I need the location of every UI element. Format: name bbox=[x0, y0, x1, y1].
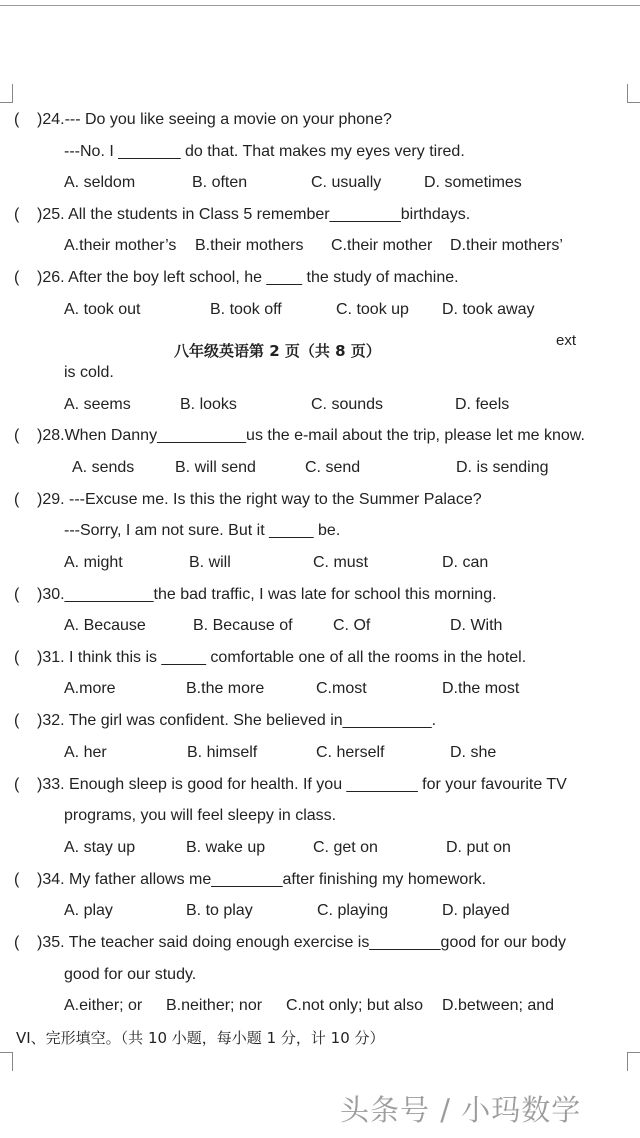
question-stem: )24.--- Do you like seeing a movie on your phone? bbox=[37, 111, 392, 128]
section-heading: VI、完形填空。（共 10 小题，每小题 1 分，计 10 分） bbox=[16, 1029, 385, 1047]
question-text: ---Sorry, I am not sure. But it _____ be. bbox=[64, 522, 341, 539]
option-b: B.their mothers bbox=[195, 237, 304, 254]
option-a: A.their mother’s bbox=[64, 237, 177, 254]
top-rule bbox=[0, 5, 640, 6]
watermark: 头条号 / 小玛数学 bbox=[340, 1093, 582, 1127]
option-c: C. usually bbox=[311, 174, 382, 191]
answer-paren: ( bbox=[14, 776, 20, 793]
option-a: A. Because bbox=[64, 617, 146, 634]
option-b: B.neither; nor bbox=[166, 997, 263, 1014]
option-a: A.either; or bbox=[64, 997, 143, 1014]
option-b: B. will bbox=[189, 554, 231, 571]
option-b: B. Because of bbox=[193, 617, 293, 634]
question-stem: )30.__________the bad traffic, I was late for school this morning. bbox=[37, 586, 497, 603]
option-c: C. herself bbox=[316, 744, 385, 761]
option-d: D. feels bbox=[455, 396, 510, 413]
answer-paren: ( bbox=[14, 712, 20, 729]
question-stem: )25. All the students in Class 5 remember________birthdays. bbox=[37, 206, 471, 223]
answer-paren: ( bbox=[14, 491, 20, 508]
answer-paren: ( bbox=[14, 649, 20, 666]
option-a: A. stay up bbox=[64, 839, 136, 856]
option-c: C. playing bbox=[317, 902, 389, 919]
option-c: C. took up bbox=[336, 301, 409, 318]
option-a: A. sends bbox=[72, 459, 135, 476]
option-c: C. Of bbox=[333, 617, 371, 634]
answer-paren: ( bbox=[14, 111, 20, 128]
question-stem: )35. The teacher said doing enough exercise is________good for our body bbox=[37, 934, 566, 951]
option-a: A. might bbox=[64, 554, 123, 571]
crop-mark-bottom-right bbox=[627, 1052, 640, 1071]
option-d: D. played bbox=[442, 902, 510, 919]
question-text: programs, you will feel sleepy in class. bbox=[64, 807, 337, 824]
option-c: C. must bbox=[313, 554, 369, 571]
option-a: A. took out bbox=[64, 301, 141, 318]
option-d: D. put on bbox=[446, 839, 511, 856]
answer-paren: ( bbox=[14, 871, 20, 888]
option-c: C. sounds bbox=[311, 396, 384, 413]
option-d: D. sometimes bbox=[424, 174, 522, 191]
question-stem: )32. The girl was confident. She believed in__________. bbox=[37, 712, 437, 729]
option-a: A.more bbox=[64, 680, 116, 697]
option-c: C. send bbox=[305, 459, 361, 476]
question-stem: )33. Enough sleep is good for health. If you ________ for your favourite TV bbox=[37, 776, 567, 793]
option-b: B. to play bbox=[186, 902, 253, 919]
answer-paren: ( bbox=[14, 586, 20, 603]
option-a: A. seems bbox=[64, 396, 131, 413]
option-b: B. wake up bbox=[186, 839, 266, 856]
answer-paren: ( bbox=[14, 206, 20, 223]
cut-off-fragment: ext bbox=[556, 332, 577, 349]
question-stem: )31. I think this is _____ comfortable one of all the rooms in the hotel. bbox=[37, 649, 527, 666]
option-b: B. often bbox=[192, 174, 248, 191]
option-b: B. himself bbox=[187, 744, 258, 761]
option-a: A. play bbox=[64, 902, 113, 919]
option-c: C. get on bbox=[313, 839, 378, 856]
crop-mark-bottom-left bbox=[0, 1052, 13, 1071]
option-a: A. seldom bbox=[64, 174, 136, 191]
option-b: B. took off bbox=[210, 301, 282, 318]
answer-paren: ( bbox=[14, 269, 20, 286]
option-c: C.most bbox=[316, 680, 367, 697]
question-stem: )28.When Danny__________us the e-mail about the trip, please let me know. bbox=[37, 427, 585, 444]
option-d: D. can bbox=[442, 554, 489, 571]
option-b: B. will send bbox=[175, 459, 256, 476]
option-d: D.their mothers’ bbox=[450, 237, 563, 254]
crop-mark-top-left bbox=[0, 84, 13, 103]
option-d: D.the most bbox=[442, 680, 520, 697]
option-b: B. looks bbox=[180, 396, 237, 413]
option-c: C.not only; but also bbox=[286, 997, 423, 1014]
answer-paren: ( bbox=[14, 934, 20, 951]
question-stem: )34. My father allows me________after finishing my homework. bbox=[37, 871, 487, 888]
option-d: D. is sending bbox=[456, 459, 549, 476]
option-d: D. she bbox=[450, 744, 497, 761]
question-stem: )26. After the boy left school, he ____ the study of machine. bbox=[37, 269, 459, 286]
page-footer: 八年级英语第 2 页（共 8 页） bbox=[174, 342, 381, 360]
answer-paren: ( bbox=[14, 427, 20, 444]
option-b: B.the more bbox=[186, 680, 265, 697]
question-text: is cold. bbox=[64, 364, 114, 381]
option-d: D.between; and bbox=[442, 997, 555, 1014]
option-d: D. took away bbox=[442, 301, 535, 318]
option-c: C.their mother bbox=[331, 237, 433, 254]
crop-mark-top-right bbox=[627, 84, 640, 103]
question-text: ---No. I _______ do that. That makes my eyes very tired. bbox=[64, 143, 465, 160]
option-a: A. her bbox=[64, 744, 107, 761]
question-stem: )29. ---Excuse me. Is this the right way to the Summer Palace? bbox=[37, 491, 482, 508]
question-text: good for our study. bbox=[64, 966, 197, 983]
option-d: D. With bbox=[450, 617, 503, 634]
